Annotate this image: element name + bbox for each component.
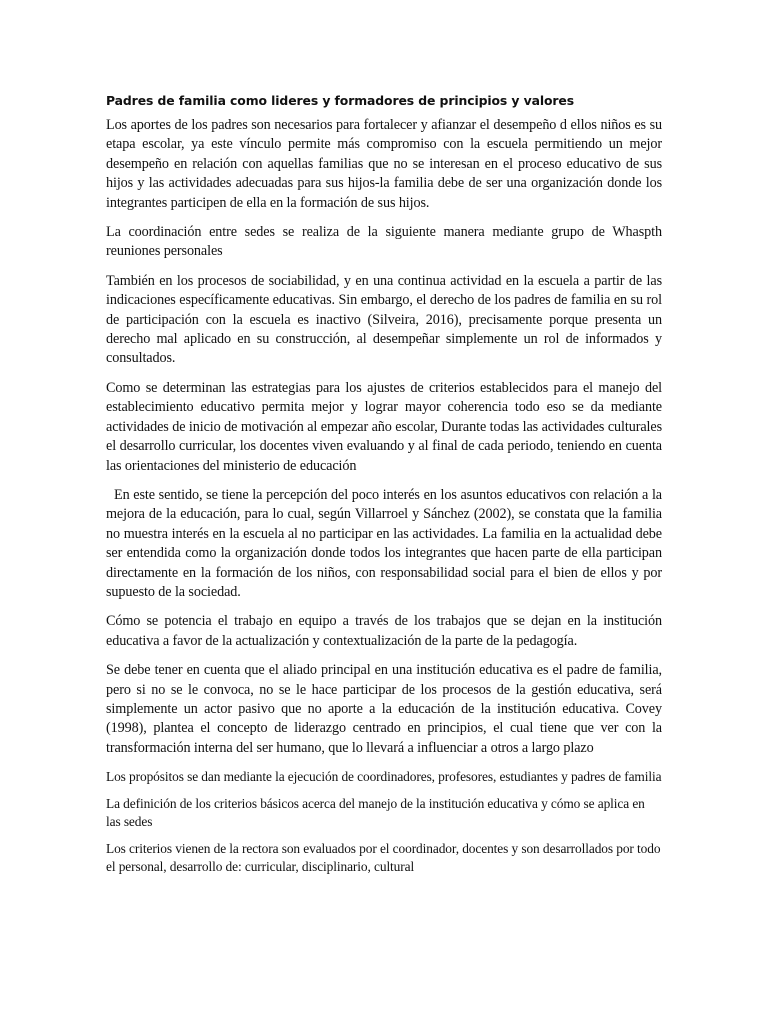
document-body xyxy=(106,92,662,885)
document-heading: Padres de familia como lideres y formadores de principios y valores xyxy=(106,93,574,108)
paragraph-percepcion-interes: En este sentido, se tiene la percepción del poco interés en los asuntos educativos con relación a la mejora de la educación, para lo cual, según Villarroel y Sánchez (2002), se constata que la familia no muestra interés en la escuela al no participar en las actividades. La familia en la actualidad debe ser entendida como la organización donde todos los integrantes que hacen parte de ella participan directamente en la formación de los niños, con responsabilidad social para el bien de ellos y por supuesto de la sociedad. xyxy=(106,486,662,600)
paragraph-aportes-padres: Los aportes de los padres son necesarios para fortalecer y afianzar el desempeño d ellos niños es su etapa escolar, ya este vínculo permite más compromiso con la escuela permitiendo un mejor desempeño en relación con aquellas familias que no se interesan en el proceso educativo de sus hijos y las actividades adecuadas para sus hijos-la familia debe de ser una organización donde los integrantes participen de ella en la formación de sus hijos. xyxy=(106,117,662,211)
paragraph-propositos: Los propósitos se dan mediante la ejecución de coordinadores, profesores, estudiantes y padres de familia xyxy=(106,769,662,785)
paragraph-estrategias: Como se determinan las estrategias para los ajustes de criterios establecidos para el manejo del establecimiento educativo permita mejor y lograr mayor coherencia todo eso se da mediante actividades de inicio de motivación al empezar año escolar, Durante todas las actividades culturales el desarrollo curricular, los docentes viven evaluando y al final de cada periodo, teniendo en cuenta las orientaciones del ministerio de educación xyxy=(106,379,662,474)
paragraph-sociabilidad: También en los procesos de sociabilidad, y en una continua actividad en la escuela a partir de las indicaciones específicamente educativas. Sin embargo, el derecho de los padres de familia en su rol de participación con la escuela es inactivo (Silveira, 2016), precisamente porque presenta un derecho mal aplicado en su construcción, al desempeñar simplemente un rol de informados y consultados. xyxy=(106,272,662,367)
paragraph-definicion-criterios: La definición de los criterios básicos acerca del manejo de la institución educativa y cómo se aplica en las sedes xyxy=(106,796,645,830)
paragraph-aliado-principal: Se debe tener en cuenta que el aliado principal en una institución educativa es el padre de familia, pero si no se le convoca, no se le hace participar de los procesos de la gestión educativa, será simplemente un actor pasivo que no aporte a la educación de la institución educativa. Covey (1998), plantea el concepto de liderazgo centrado en principios, el cual tiene que ver con la transformación interna del ser humano, que lo llevará a influenciar a otros a largo plazo xyxy=(106,662,662,756)
paragraph-criterios-rectora: Los criterios vienen de la rectora son evaluados por el coordinador, docentes y son desarrollados por todo el personal, desarrollo de: curricular, disciplinario, cultural xyxy=(106,841,661,875)
paragraph-trabajo-equipo: Cómo se potencia el trabajo en equipo a través de los trabajos que se dejan en la institución educativa a favor de la actualización y contextualización de la parte de la pedagogía. xyxy=(106,613,662,649)
paragraph-coordinacion-sedes: La coordinación entre sedes se realiza de la siguiente manera mediante grupo de Whaspth reuniones personales xyxy=(106,224,662,260)
